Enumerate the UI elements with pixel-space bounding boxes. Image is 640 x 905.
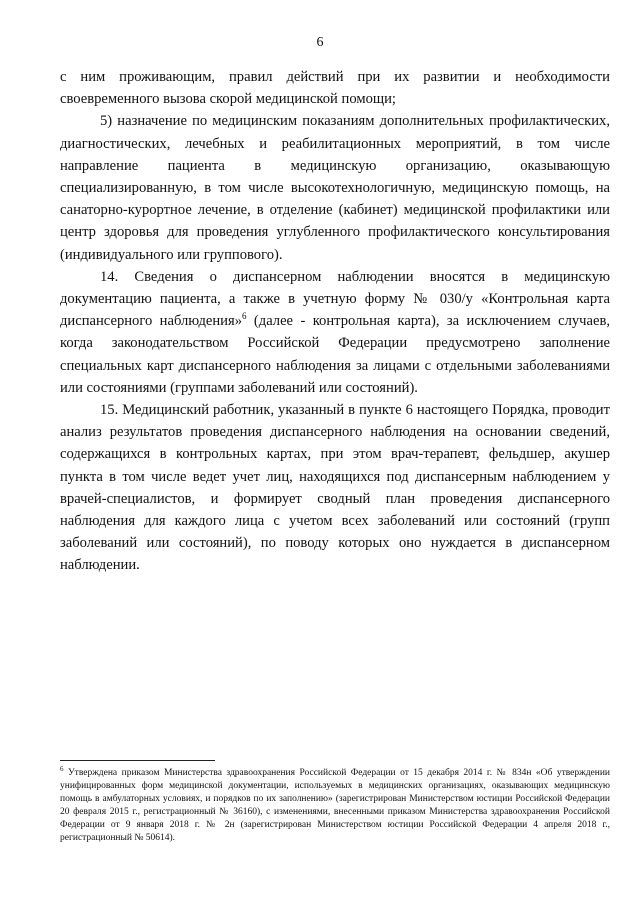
footnote-reference: 6 — [242, 311, 247, 322]
paragraph-14 — [60, 266, 610, 399]
paragraph-item-5: 5) назначение по медицинским показаниям дополнительных профилактических, диагностических, лечебных и реабилитационных мероприятий, в том числе направление пациента в медицинскую организацию, оказывающую специализированную, в том числе высокотехнологичную, медицинскую помощь, на санаторно-курортное лечение, в отделение (кабинет) медицинской профилактики или центр здоровья для проведения углубленного профилактического консультирования (индивидуального или группового). — [60, 113, 610, 263]
footnote-text: Утверждена приказом Министерства здравоохранения Российской Федерации от 15 декабря 2014 г. № 834н «Об утверждении унифицированных форм медицинской документации, используемых в медицинских организациях, оказывающих медицинскую помощь в амбулаторных условиях, и порядков по их заполнению» (зарегистрирован Министерством юстиции Российской Федерации 20 февраля 2015 г., регистрационный № 36160), с изменениями, внесенными приказом Министерства здравоохранения Российской Федерации от 9 января 2018 г. № 2н (зарегистрирован Министерством юстиции Российской Федерации 4 апреля 2018 г., регистрационный № 50614). — [60, 768, 610, 843]
document-body — [60, 66, 610, 577]
page-number: 6 — [316, 35, 324, 50]
paragraph-continuation: с ним проживающим, правил действий при их развитии и необходимости своевременного вызова скорой медицинской помощи; — [60, 69, 610, 108]
paragraph-14-text-start: 14. Сведения о диспансерном наблюдении вносятся в медицинскую документацию пациента, а также в учетную форму № 030/у «Контрольная карта диспансерного наблюдения» — [60, 268, 610, 330]
paragraph-15: 15. Медицинский работник, указанный в пункте 6 настоящего Порядка, проводит анализ результатов проведения диспансерного наблюдения на основании сведений, содержащихся в контрольных картах, при этом врач-терапевт, фельдшер, акушер пункта в том числе ведет учет лиц, находящихся под диспансерным наблюдением у врачей-специалистов, и формирует сводный план проведения диспансерного наблюдения для каждого лица с учетом всех заболеваний или состояний (групп заболеваний или состояний), по поводу которых оно нуждается в диспансерном наблюдении. — [60, 402, 610, 574]
paragraph-14-text-end: (далее - контрольная карта), за исключением случаев, когда законодательством Российской Федерации предусмотрено заполнение специальных карт диспансерного наблюдения за лицами с отдельными заболеваниями или состояниями (группами заболеваний или состояний). — [60, 313, 610, 396]
footnote — [60, 764, 610, 845]
footnote-separator — [60, 760, 215, 761]
footnote-marker: 6 — [60, 764, 64, 773]
